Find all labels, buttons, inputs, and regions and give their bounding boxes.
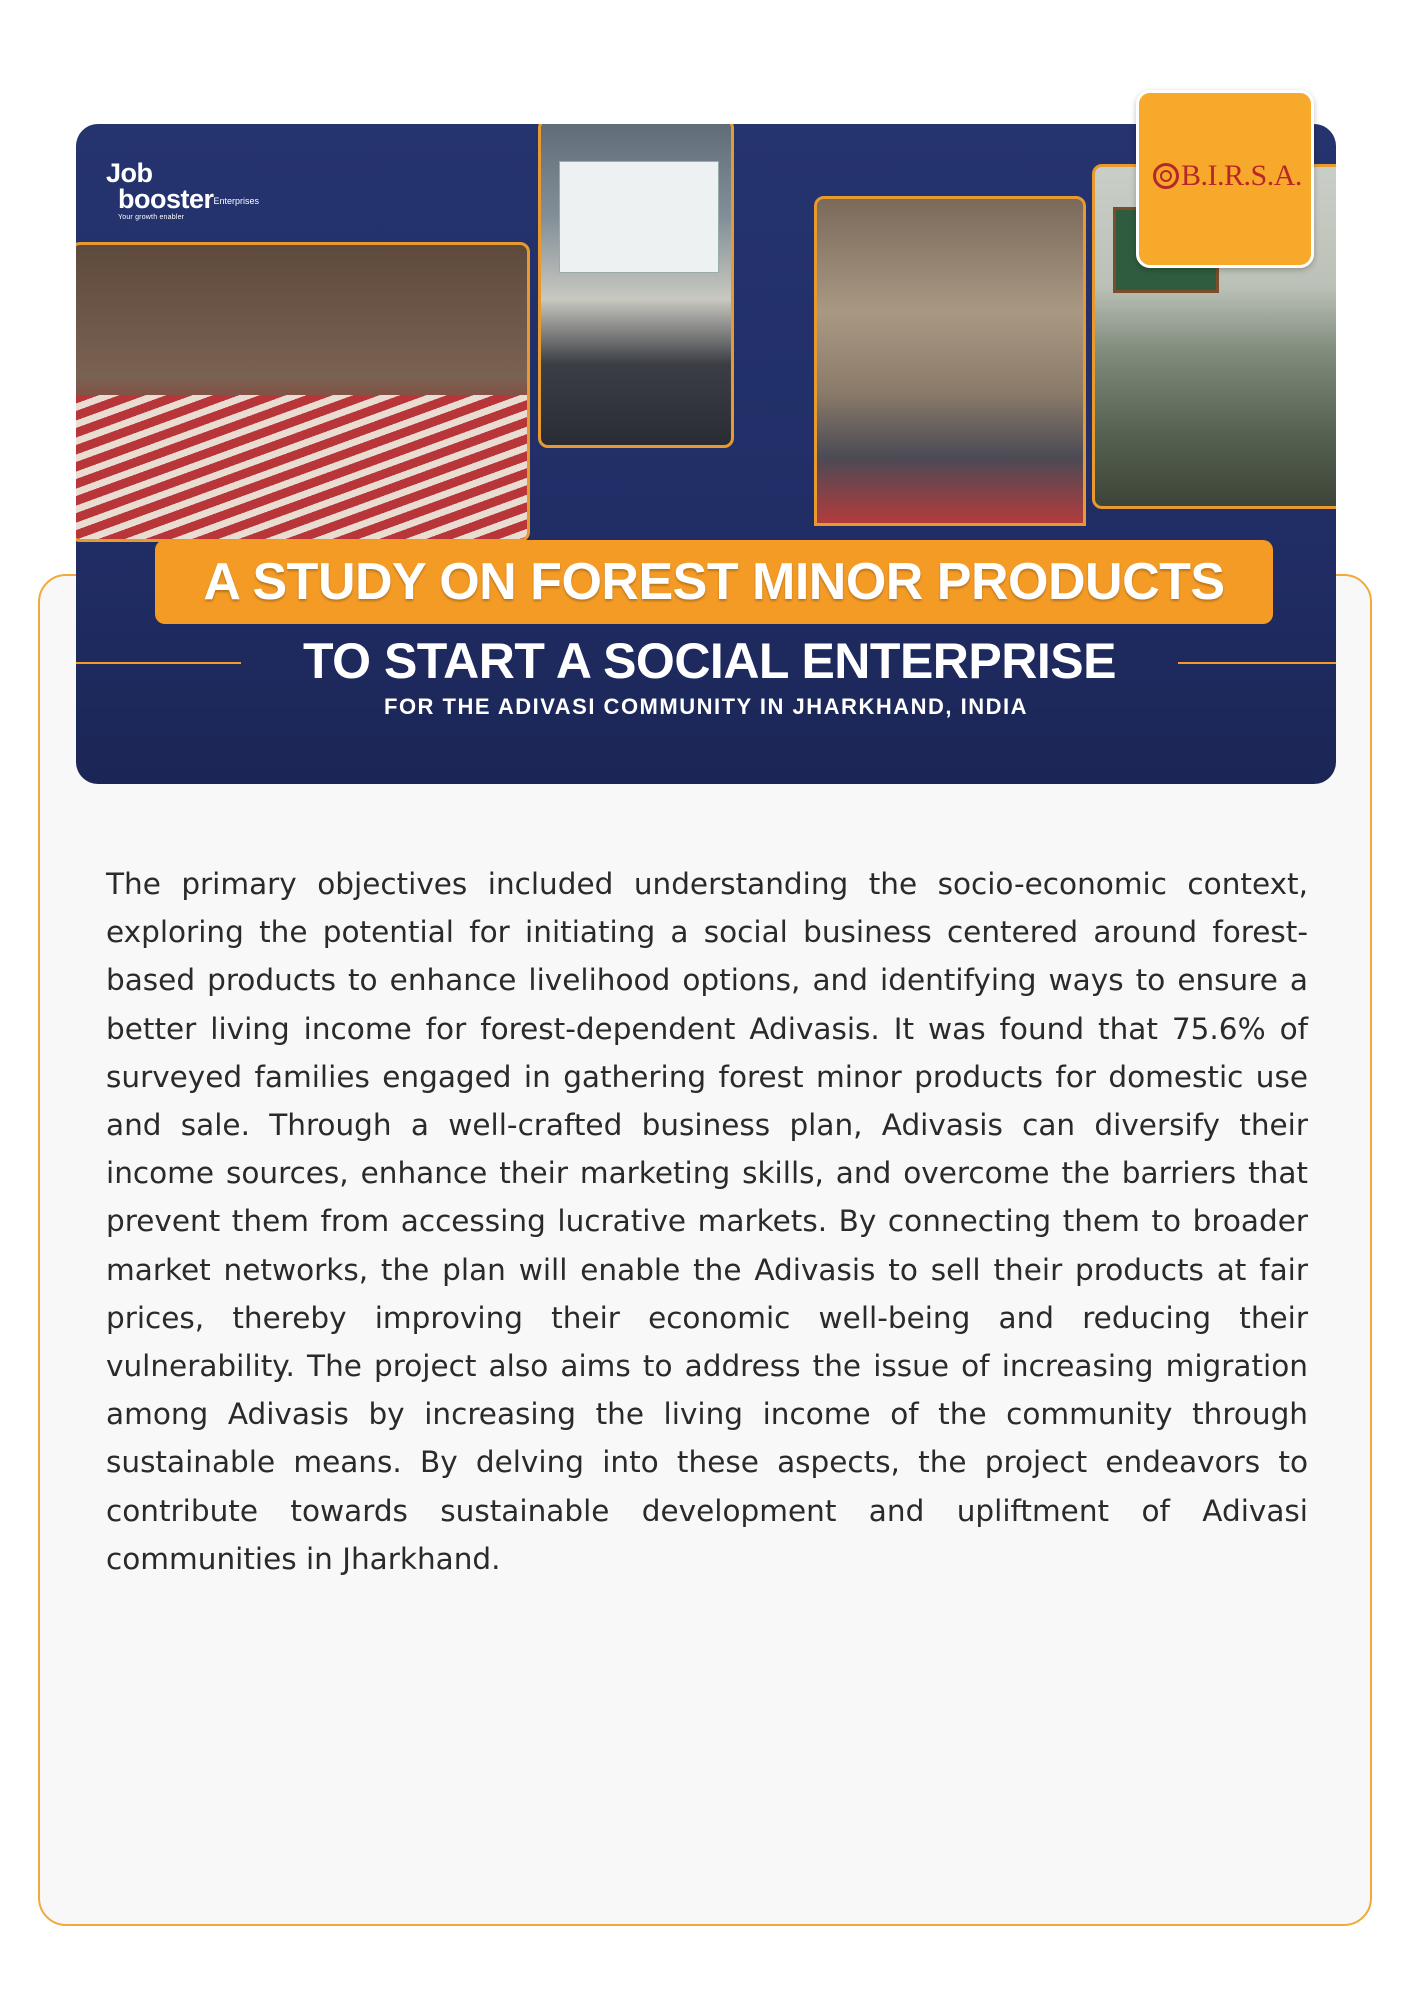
subtitle: FOR THE ADIVASI COMMUNITY IN JHARKHAND, INDIA — [384, 694, 1028, 719]
jobbooster-logo — [106, 160, 259, 221]
presentation-photo — [538, 124, 734, 448]
logo-suffix: Enterprises — [213, 195, 260, 206]
outdoor-gathering-photo — [814, 196, 1086, 526]
body-paragraph: The primary objectives included understanding the socio-economic context, exploring the potential for initiating a social business centered around forest-based products to enhance livelihood options, and identifying ways to ensure a better living income for forest-dependent Adivasis. It was found that 75.6% of surveyed families engaged in gathering forest minor products for domestic use and sale. Through a well-crafted business plan, Adivasis can diversify their income sources, enhance their marketing skills, and overcome the barriers that prevent them from accessing lucrative markets. By connecting them to broader market networks, the plan will enable the Adivasis to sell their products at fair prices, thereby improving their economic well-being and reducing their vulnerability. The project also aims to address the issue of increasing migration among Adivasis by increasing the living income of the community through sustainable means. By delving into these aspects, the project endeavors to contribute towards sustainable development and upliftment of Adivasi communities in Jharkhand. — [106, 867, 1308, 1576]
projector-screen — [559, 161, 719, 273]
logo-word: booster — [118, 184, 214, 214]
title-rule-left — [76, 662, 241, 664]
title-line2: TO START A SOCIAL ENTERPRISE — [303, 633, 1116, 689]
title-rule-right — [1178, 662, 1336, 664]
birsa-circle-icon — [1153, 163, 1179, 189]
title-line1: A STUDY ON FOREST MINOR PRODUCTS — [155, 540, 1273, 624]
birsa-logo — [1136, 90, 1314, 268]
logo-tagline: Your growth enabler — [118, 213, 185, 221]
logo-line2 — [118, 186, 259, 214]
community-meeting-photo — [76, 242, 530, 542]
birsa-logo-text: B.I.R.S.A. — [1181, 159, 1302, 192]
logo-line1: Job — [106, 158, 153, 188]
title-line2-row — [76, 624, 1336, 694]
